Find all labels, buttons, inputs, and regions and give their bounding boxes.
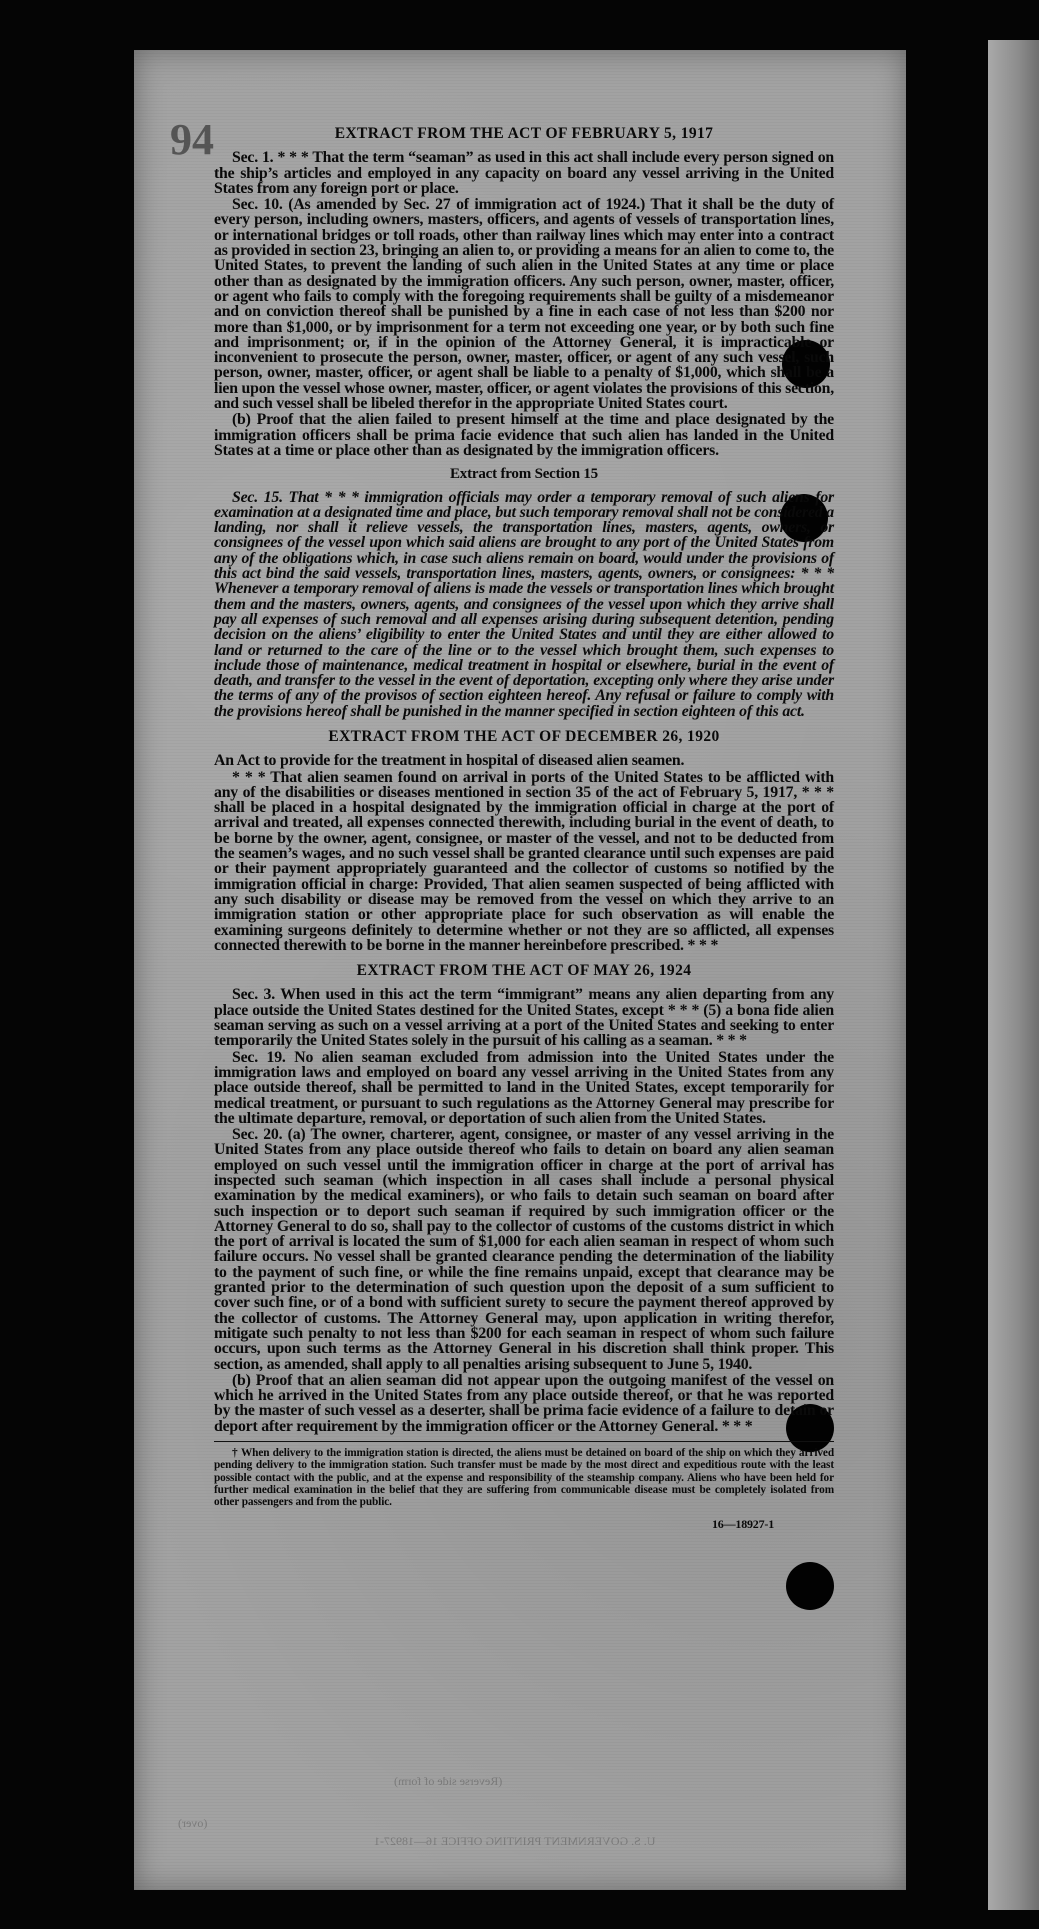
document-page bbox=[134, 50, 906, 1890]
italic-paragraph: Sec. 15. That * * * immigration officials may order a temporary removal of such aliens for examination at a designated time and place, but such temporary removal shall not be considered a landing, nor shall it relieve vessels, the transportation lines, masters, agents, owners, or consignees of the vessel upon which said aliens are brought to any port of the United States from any of the obligations which, in case such aliens remain on board, would under the provisions of this act bind the said vessels, transportation lines, masters, agents, owners, or consignees: * * * Whenever a temporary removal of aliens is made the vessels or transportation lines which brought them and the masters, owners, agents, and consignees of the vessel upon which they arrive shall pay all expenses of such removal and all expenses arising during subsequent detention, pending decision on the aliens’ eligibility to enter the United States and until they are either allowed to land or returned to the care of the line or to the vessel which brought them, such expenses to include those of maintenance, medical treatment in hospital or elsewhere, burial in the event of death, and transfer to the vessel in the event of deportation, excepting only where they arise under the terms of any of the provisos of section eighteen hereof. Any refusal or failure to comply with the provisions hereof shall be punished in the manner specified in section eighteen of this act. bbox=[214, 488, 834, 720]
page-number: 94 bbox=[170, 115, 214, 164]
section-heading: EXTRACT FROM THE ACT OF FEBRUARY 5, 1917 bbox=[334, 125, 714, 142]
bleed-through-text: U. S. GOVERNMENT PRINTING OFFICE 16—18927-1 bbox=[374, 1834, 656, 1848]
section-subheading: Extract from Section 15 bbox=[449, 466, 598, 483]
footnote-divider bbox=[214, 1441, 834, 1442]
paragraph: Sec. 3. When used in this act the term “immigrant” means any alien departing from any place outside the United States destined for the United States, except * * * (5) a bona fide alien seaman serving as such on a vessel arriving at a port of the United States and seeking to enter temporarily the United States solely in the pursuit of his calling as a seaman. * * * bbox=[214, 986, 834, 1050]
punch-hole bbox=[786, 1562, 834, 1610]
form-number: 16—18927-1 bbox=[712, 1516, 774, 1531]
section-heading: EXTRACT FROM THE ACT OF MAY 26, 1924 bbox=[356, 962, 692, 980]
paragraph: Sec. 20. (a) The owner, charterer, agent, consignee, or master of any vessel arriving in the United States from any place outside thereof who fails to detain on board any alien seaman employed on such vessel until the immigration officer in charge at the port of arrival has inspected such seaman (which inspection in all cases shall include a personal physical examination by the medical examiners), or who fails to detain such seaman on board after such inspection or to deport such seaman if required by such immigration officer or the Attorney General to do so, shall pay to the collector of customs of the customs district in which the port of arrival is located the sum of $1,000 for each alien seaman in respect of whom such failure occurs. No vessel shall be granted clearance pending the determination of the liability to the payment of such fine, or while the fine remains unpaid, except that clearance may be granted prior to the determination of such question upon the deposit of a sum sufficient to cover such fine, or of a bond with sufficient surety to secure the payment thereof approved by the collector of customs. The Attorney General may, upon application in writing therefor, mitigate such penalty to not less than $200 for each seaman in respect of whom such failure occurs, upon such terms as the Attorney General in his discretion shall think proper. This section, as amended, shall apply to all penalties arising subsequent to June 5, 1940. bbox=[214, 1126, 834, 1373]
adjacent-page-edge bbox=[988, 40, 1039, 1910]
paragraph: (b) Proof that an alien seaman did not appear upon the outgoing manifest of the vessel on which he arrived in the United States from any place outside thereof, or that he was reported by the master of such vessel as a deserter, shall be prima facie evidence of a failure to detain or deport after requirement by the immigration officer or the Attorney General. * * * bbox=[214, 1371, 834, 1435]
paragraph: Sec. 1. * * * That the term “seaman” as used in this act shall include every person signed on the ship’s articles and employed in any capacity on board any vessel arriving in the United States from any foreign port or place. bbox=[214, 149, 834, 197]
bleed-through-text: (over) bbox=[178, 1816, 208, 1830]
paragraph: Sec. 10. (As amended by Sec. 27 of immigration act of 1924.) That it shall be the duty of every person, including owners, masters, officers, and agents of vessels of transportation lines, or international bridges or toll roads, other than railway lines which may enter into a contract as provided in section 23, bringing an alien to, or providing a means for an alien to come to, the United States, to prevent the landing of such alien in the United States at any time or place other than as designated by the immigration officers. Any such person, owner, master, officer, or agent who fails to comply with the foregoing requirements shall be guilty of a misdemeanor and on conviction thereof shall be punished by a fine in each case of not less than $200 nor more than $1,000, or by imprisonment for a term not exceeding one year, or by both such fine and imprisonment; or, if in the opinion of the Attorney General, it is impracticable or inconvenient to prosecute the person, owner, master, officer, or agent of any such vessel, such person, owner, master, officer, or agent shall be liable to a penalty of $1,000, which shall be a lien upon the vessel whose owner, master, officer, or agent violates the provisions of this section, and such vessel shall be libeled therefor in the appropriate United States court. bbox=[214, 196, 834, 413]
paragraph: * * * That alien seamen found on arrival in ports of the United States to be afflicted with any of the disabilities or diseases mentioned in section 35 of the act of February 5, 1917, * * * shall be placed in a hospital designated by the immigration official in charge at the port of arrival and treated, all expenses connected therewith, including burial in the event of death, to be borne by the owner, agent, consignee, or master of the vessel, and not to be deducted from the seamen’s wages, and no such vessel shall be granted clearance until such expenses are paid or their payment appropriately guaranteed and the collector of customs so notified by the immigration official in charge: Provided, That alien seamen suspected of being afflicted with any such disability or disease may be removed from the vessel on which they arrive to an immigration station or other appropriate place for such observation as will enable the examining surgeons definitely to determine whether or not they are so afflicted, all expenses connected therewith to be borne in the manner hereinbefore prescribed. * * * bbox=[214, 768, 834, 954]
footnote: † When delivery to the immigration station is directed, the aliens must be detained on board of the ship on which they arrived pending delivery to the immigration station. Such transfer must be made by the most direct and expeditious route with the least possible contact with the public, and at the expense and responsibility of the steamship company. Aliens who have been held for further medical examination in the belief that they are suffering from communicable disease must be completely isolated from other passengers and from the public. bbox=[214, 1447, 834, 1509]
section-heading: EXTRACT FROM THE ACT OF DECEMBER 26, 1920 bbox=[328, 727, 720, 745]
paragraph: (b) Proof that the alien failed to present himself at the time and place designated by the immigration officers shall be prima facie evidence that such alien has landed in the United States at a time or place other than as designated by the immigration officers. bbox=[214, 411, 834, 459]
document-text bbox=[214, 126, 834, 1532]
paragraph: Sec. 19. No alien seaman excluded from admission into the United States under the immigration laws and employed on board any vessel arriving in the United States from any place outside thereof, shall be permitted to land in the United States, except temporarily for medical treatment, or pursuant to such regulations as the Attorney General may prescribe for the ultimate departure, removal, or deportation of such alien from the United States. bbox=[214, 1048, 834, 1127]
paragraph: An Act to provide for the treatment in hospital of diseased alien seamen. bbox=[214, 752, 685, 770]
bleed-through-text: (Reverse side of form) bbox=[394, 1774, 503, 1788]
